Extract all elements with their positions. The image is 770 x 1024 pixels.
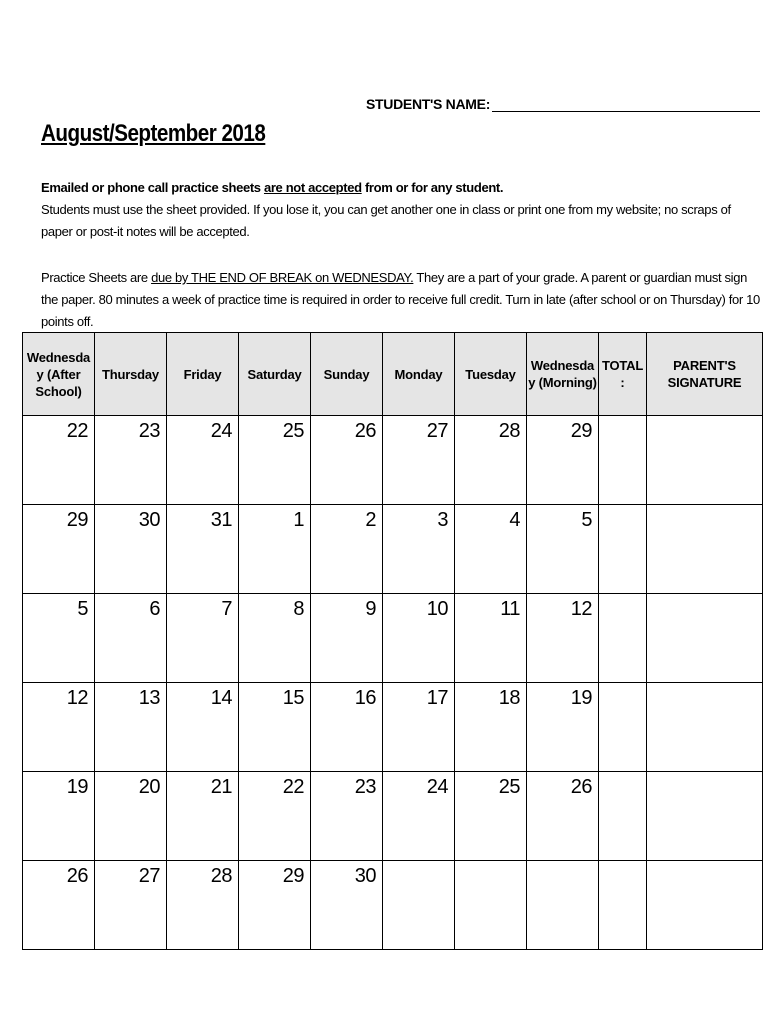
date-cell: 3: [383, 505, 455, 594]
date-cell: 20: [95, 772, 167, 861]
signature-cell[interactable]: [647, 861, 763, 950]
table-row: [23, 594, 763, 683]
due-pre: Practice Sheets are: [41, 270, 152, 285]
date-cell: 11: [455, 594, 527, 683]
date-cell: 29: [23, 505, 95, 594]
date-cell: 26: [23, 861, 95, 950]
date-cell: 8: [239, 594, 311, 683]
date-cell: 16: [311, 683, 383, 772]
total-cell[interactable]: [599, 861, 647, 950]
date-cell: 23: [311, 772, 383, 861]
header-cell: Monday: [383, 333, 455, 416]
student-name-line[interactable]: [492, 97, 760, 112]
date-cell: 19: [527, 683, 599, 772]
date-cell[interactable]: [455, 861, 527, 950]
signature-cell[interactable]: [647, 683, 763, 772]
date-cell: 24: [383, 772, 455, 861]
header-cell: Tuesday: [455, 333, 527, 416]
date-cell: 10: [383, 594, 455, 683]
date-cell: 12: [23, 683, 95, 772]
total-cell[interactable]: [599, 594, 647, 683]
signature-cell[interactable]: [647, 594, 763, 683]
date-cell: 6: [95, 594, 167, 683]
header-cell: Friday: [167, 333, 239, 416]
total-cell[interactable]: [599, 772, 647, 861]
due-post: They are a part of your grade. A parent or guardian must sign the paper. 80 minutes a week of practice time is required in order to receive full credit. Turn in late (after school or on Thursday) for 10 points off.: [41, 270, 760, 329]
date-cell: 27: [95, 861, 167, 950]
intro-paragraph: [41, 177, 761, 243]
header-cell: Sunday: [311, 333, 383, 416]
date-cell[interactable]: [527, 861, 599, 950]
date-cell: 15: [239, 683, 311, 772]
date-cell: 30: [95, 505, 167, 594]
date-cell: 19: [23, 772, 95, 861]
date-cell: 17: [383, 683, 455, 772]
header-cell: PARENT'S SIGNATURE: [647, 333, 763, 416]
date-cell: 29: [239, 861, 311, 950]
date-cell: 13: [95, 683, 167, 772]
total-cell[interactable]: [599, 505, 647, 594]
table-row: [23, 772, 763, 861]
table-row: [23, 416, 763, 505]
date-cell: 27: [383, 416, 455, 505]
date-cell: 4: [455, 505, 527, 594]
date-cell: 5: [23, 594, 95, 683]
due-underlined: due by THE END OF BREAK on WEDNESDAY.: [151, 270, 414, 285]
date-cell: 28: [167, 861, 239, 950]
date-cell: 12: [527, 594, 599, 683]
header-cell: Wednesda y (After School): [23, 333, 95, 416]
header-row: [23, 333, 763, 416]
signature-cell[interactable]: [647, 416, 763, 505]
date-cell: 25: [455, 772, 527, 861]
header-cell: Saturday: [239, 333, 311, 416]
total-cell[interactable]: [599, 683, 647, 772]
date-cell: 9: [311, 594, 383, 683]
total-cell[interactable]: [599, 416, 647, 505]
header-cell: Thursday: [95, 333, 167, 416]
date-cell[interactable]: [383, 861, 455, 950]
date-cell: 26: [527, 772, 599, 861]
date-cell: 23: [95, 416, 167, 505]
due-paragraph: [41, 267, 761, 333]
date-cell: 2: [311, 505, 383, 594]
date-cell: 5: [527, 505, 599, 594]
date-cell: 26: [311, 416, 383, 505]
page-title: August/September 2018: [41, 120, 266, 147]
date-cell: 7: [167, 594, 239, 683]
student-name-field: [366, 96, 760, 112]
intro-line1-post: from or for any student.: [361, 180, 504, 195]
intro-line1-pre: Emailed or phone call practice sheets: [41, 180, 264, 195]
date-cell: 28: [455, 416, 527, 505]
date-cell: 22: [23, 416, 95, 505]
header-cell: Wednesda y (Morning): [527, 333, 599, 416]
date-cell: 29: [527, 416, 599, 505]
date-cell: 22: [239, 772, 311, 861]
date-cell: 30: [311, 861, 383, 950]
date-cell: 25: [239, 416, 311, 505]
table-row: [23, 505, 763, 594]
header-cell: TOTAL :: [599, 333, 647, 416]
signature-cell[interactable]: [647, 772, 763, 861]
student-name-label: STUDENT'S NAME:: [366, 96, 491, 112]
date-cell: 31: [167, 505, 239, 594]
date-cell: 18: [455, 683, 527, 772]
intro-line2: Students must use the sheet provided. If you lose it, you can get another one in class or print one from my website; no scraps of paper or post-it notes will be accepted.: [41, 202, 731, 239]
signature-cell[interactable]: [647, 505, 763, 594]
practice-calendar-table: [22, 332, 763, 950]
date-cell: 21: [167, 772, 239, 861]
date-cell: 14: [167, 683, 239, 772]
intro-line1-underlined: are not accepted: [263, 180, 362, 195]
table-row: [23, 683, 763, 772]
date-cell: 1: [239, 505, 311, 594]
date-cell: 24: [167, 416, 239, 505]
table-row: [23, 861, 763, 950]
